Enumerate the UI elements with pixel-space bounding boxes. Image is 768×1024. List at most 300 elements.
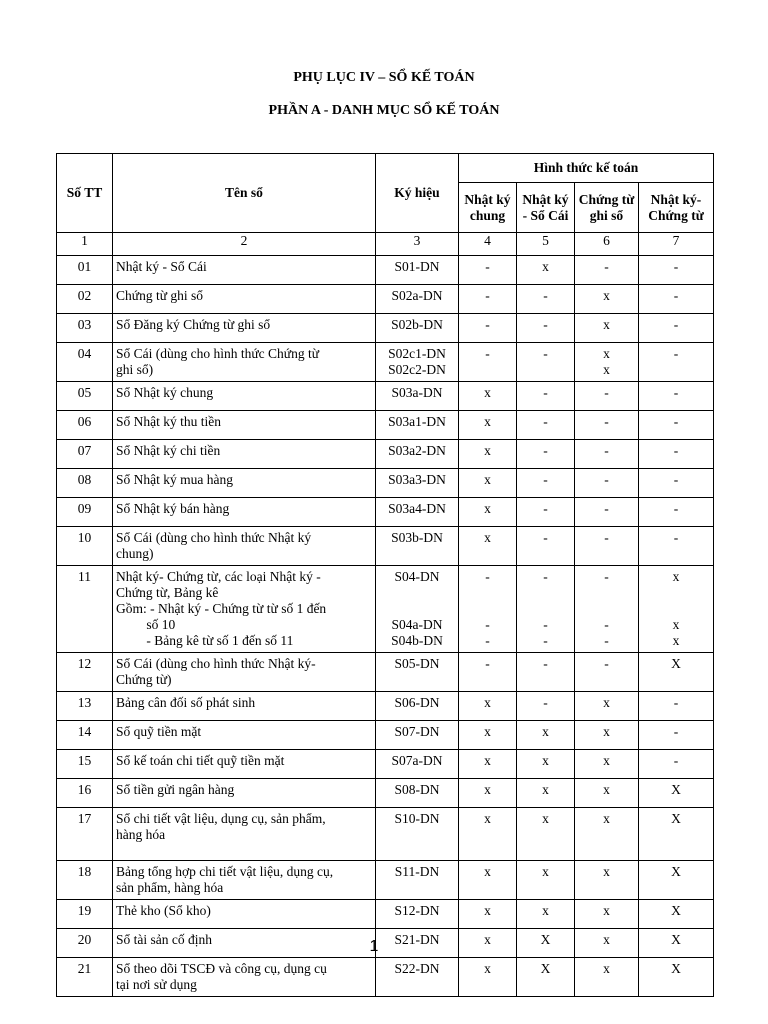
cell-line: x [484, 443, 491, 458]
cell-line: - [543, 569, 548, 584]
table-row [57, 692, 714, 721]
row-stt: 20 [57, 929, 113, 958]
cell-line: - [604, 569, 609, 584]
cell-line: x [603, 724, 610, 739]
cell-line: x [484, 753, 491, 768]
cell-line [578, 585, 635, 601]
row-code [376, 779, 459, 808]
row-code [376, 382, 459, 411]
cell-line: S06-DN [394, 695, 440, 710]
row-nhat-ky-chung [459, 900, 517, 929]
cell-line: S11-DN [394, 864, 440, 879]
ledger-table [56, 153, 714, 997]
row-chung-tu-ghi-so [575, 808, 639, 861]
row-nhat-ky-chung-tu [639, 900, 714, 929]
row-nhat-ky-chung [459, 469, 517, 498]
row-nhat-ky-chung-tu [639, 527, 714, 566]
row-name [113, 382, 376, 411]
row-name [113, 256, 376, 285]
row-stt: 16 [57, 779, 113, 808]
cell-line: S02a-DN [391, 288, 443, 303]
cell-line: x [484, 903, 491, 918]
row-nhat-ky-chung [459, 498, 517, 527]
cell-line: x [484, 385, 491, 400]
cell-line: x [484, 530, 491, 545]
row-nhat-ky-chung-tu [639, 343, 714, 382]
cell-line [462, 585, 513, 601]
row-nhat-ky-chung-tu [639, 566, 714, 653]
row-chung-tu-ghi-so [575, 469, 639, 498]
row-stt: 21 [57, 958, 113, 997]
table-row [57, 566, 714, 653]
cell-line: Chứng từ ghi sổ [116, 288, 204, 303]
cell-line: - [543, 617, 548, 632]
row-nhat-ky-chung-tu [639, 411, 714, 440]
row-nhat-ky-so-cai [517, 900, 575, 929]
header-nhat-ky-chung: Nhật ký chung [459, 183, 517, 233]
row-stt: 09 [57, 498, 113, 527]
cell-line: X [671, 811, 681, 826]
page-number: 1 [369, 938, 379, 955]
cell-line: S08-DN [394, 782, 440, 797]
row-name [113, 721, 376, 750]
row-nhat-ky-chung [459, 721, 517, 750]
cell-line: - [673, 501, 679, 516]
cell-line: S22-DN [394, 961, 440, 976]
cell-line: tại nơi sử dụng [116, 977, 197, 992]
row-chung-tu-ghi-so [575, 900, 639, 929]
row-stt: 12 [57, 653, 113, 692]
cell-line: Chứng từ) [116, 672, 172, 687]
row-nhat-ky-chung [459, 256, 517, 285]
row-stt: 07 [57, 440, 113, 469]
column-number: 4 [459, 233, 517, 256]
row-nhat-ky-chung-tu [639, 469, 714, 498]
cell-line: S04-DN [394, 569, 440, 584]
row-name [113, 958, 376, 997]
row-code [376, 343, 459, 382]
cell-line: x [484, 811, 491, 826]
row-stt: 08 [57, 469, 113, 498]
cell-line: S05-DN [394, 656, 440, 671]
cell-line: - [673, 288, 679, 303]
row-nhat-ky-chung [459, 958, 517, 997]
cell-line: - [604, 443, 609, 458]
row-name [113, 566, 376, 653]
row-chung-tu-ghi-so [575, 440, 639, 469]
row-name [113, 440, 376, 469]
row-nhat-ky-chung [459, 411, 517, 440]
row-stt: 02 [57, 285, 113, 314]
cell-line: S03a4-DN [388, 501, 446, 516]
row-stt: 19 [57, 900, 113, 929]
row-nhat-ky-chung [459, 692, 517, 721]
column-number: 3 [376, 233, 459, 256]
column-number: 5 [517, 233, 575, 256]
cell-line: Bảng cân đối số phát sinh [116, 695, 256, 710]
table-row [57, 411, 714, 440]
header-name: Tên sổ [113, 154, 376, 233]
row-nhat-ky-chung-tu [639, 440, 714, 469]
ledger-body [57, 256, 714, 997]
row-name [113, 498, 376, 527]
row-code [376, 256, 459, 285]
row-nhat-ky-chung-tu [639, 256, 714, 285]
cell-line: S07a-DN [391, 753, 443, 768]
row-code [376, 527, 459, 566]
cell-line: Sổ Đăng ký Chứng từ ghi sổ [116, 317, 271, 332]
row-stt: 03 [57, 314, 113, 343]
row-nhat-ky-so-cai [517, 343, 575, 382]
cell-line: S04a-DN [391, 617, 443, 632]
row-nhat-ky-chung-tu [639, 314, 714, 343]
cell-line: - [485, 569, 490, 584]
cell-line: x [542, 782, 549, 797]
row-nhat-ky-chung [459, 861, 517, 900]
row-nhat-ky-chung [459, 382, 517, 411]
cell-line: Sổ theo dõi TSCĐ và công cụ, dụng cụ [116, 961, 327, 976]
row-stt: 04 [57, 343, 113, 382]
column-number: 6 [575, 233, 639, 256]
cell-line: x [484, 472, 491, 487]
cell-line: Sổ Cái (dùng cho hình thức Chứng từ [116, 346, 320, 361]
table-row [57, 721, 714, 750]
column-number: 2 [113, 233, 376, 256]
cell-line: x [603, 695, 610, 710]
cell-line: x [603, 346, 610, 361]
cell-line [462, 601, 513, 617]
cell-line: Gồm: - Nhật ký - Chứng từ từ số 1 đến [116, 601, 327, 616]
row-code [376, 411, 459, 440]
cell-line: - [604, 530, 609, 545]
row-nhat-ky-chung [459, 750, 517, 779]
cell-line: Sổ Nhật ký chung [116, 385, 214, 400]
cell-line: S07-DN [394, 724, 440, 739]
row-nhat-ky-chung-tu [639, 861, 714, 900]
table-row [57, 808, 714, 861]
cell-line: x [603, 288, 610, 303]
cell-line: - [673, 695, 679, 710]
row-name [113, 285, 376, 314]
cell-line: Sổ Nhật ký chi tiền [116, 443, 221, 458]
row-stt: 01 [57, 256, 113, 285]
cell-line: x [542, 753, 549, 768]
cell-line: Bảng tổng hợp chi tiết vật liệu, dụng cụ, [116, 864, 334, 879]
row-name [113, 861, 376, 900]
header-stt: Số TT [57, 154, 113, 233]
cell-line [379, 601, 455, 617]
cell-line: Nhật ký- Chứng từ, các loại Nhật ký - [116, 569, 321, 584]
row-code [376, 285, 459, 314]
table-row [57, 343, 714, 382]
cell-line: - [604, 633, 609, 648]
row-stt: 06 [57, 411, 113, 440]
cell-line: - [543, 317, 548, 332]
row-stt: 10 [57, 527, 113, 566]
cell-line: x [542, 724, 549, 739]
cell-line: x [603, 811, 610, 826]
row-chung-tu-ghi-so [575, 721, 639, 750]
cell-line: x [603, 753, 610, 768]
row-nhat-ky-chung-tu [639, 779, 714, 808]
cell-line: - [543, 656, 548, 671]
cell-line: - [673, 385, 679, 400]
row-code [376, 808, 459, 861]
row-stt: 11 [57, 566, 113, 653]
cell-line: x [542, 903, 549, 918]
row-nhat-ky-so-cai [517, 808, 575, 861]
row-code [376, 721, 459, 750]
row-chung-tu-ghi-so [575, 285, 639, 314]
cell-line: X [540, 932, 551, 947]
cell-line: - [543, 633, 548, 648]
row-nhat-ky-so-cai [517, 314, 575, 343]
cell-line: S03a1-DN [388, 414, 446, 429]
row-nhat-ky-chung [459, 440, 517, 469]
cell-line: - [604, 472, 609, 487]
row-nhat-ky-chung-tu [639, 958, 714, 997]
cell-line: - [673, 443, 679, 458]
table-row [57, 653, 714, 692]
cell-line: - [485, 346, 490, 361]
row-stt: 13 [57, 692, 113, 721]
table-row [57, 779, 714, 808]
cell-line: - [485, 317, 490, 332]
row-code [376, 653, 459, 692]
row-nhat-ky-so-cai [517, 382, 575, 411]
row-chung-tu-ghi-so [575, 411, 639, 440]
cell-line: - [673, 753, 679, 768]
row-nhat-ky-so-cai [517, 469, 575, 498]
cell-line: ghi sổ) [116, 362, 154, 377]
cell-line: - [604, 259, 609, 274]
cell-line: x [603, 961, 610, 976]
row-stt: 05 [57, 382, 113, 411]
row-nhat-ky-so-cai [517, 861, 575, 900]
row-code [376, 692, 459, 721]
column-number: 7 [639, 233, 714, 256]
table-row [57, 469, 714, 498]
row-nhat-ky-so-cai [517, 411, 575, 440]
header-nhat-ky-chung-tu: Nhật ký-Chứng từ [639, 183, 714, 233]
cell-line: x [603, 903, 610, 918]
row-name [113, 750, 376, 779]
cell-line: S03b-DN [391, 530, 443, 545]
cell-line: - [543, 530, 548, 545]
row-code [376, 958, 459, 997]
page-subtitle: PHẦN A - DANH MỤC SỔ KẾ TOÁN [268, 103, 500, 118]
row-code [376, 498, 459, 527]
table-row [57, 527, 714, 566]
table-row [57, 900, 714, 929]
cell-line: - [543, 695, 548, 710]
cell-line: S10-DN [394, 811, 440, 826]
cell-line: x [484, 961, 491, 976]
row-name [113, 527, 376, 566]
header-accounting-forms: Hình thức kế toán [459, 154, 714, 183]
row-code [376, 469, 459, 498]
cell-line: X [671, 782, 681, 797]
cell-line: hàng hóa [116, 827, 166, 842]
row-name [113, 411, 376, 440]
cell-line: chung) [116, 546, 154, 561]
row-name [113, 779, 376, 808]
cell-line: S01-DN [394, 259, 440, 274]
cell-line: x [484, 414, 491, 429]
row-stt: 18 [57, 861, 113, 900]
cell-line: - [543, 346, 548, 361]
row-chung-tu-ghi-so [575, 958, 639, 997]
row-stt: 14 [57, 721, 113, 750]
row-nhat-ky-chung-tu [639, 750, 714, 779]
cell-line [520, 585, 571, 601]
row-nhat-ky-chung [459, 285, 517, 314]
cell-line: - [604, 385, 609, 400]
cell-line: - [485, 288, 490, 303]
cell-line: - [673, 259, 679, 274]
table-row [57, 440, 714, 469]
table-row [57, 256, 714, 285]
cell-line: - [673, 472, 679, 487]
cell-line: sản phẩm, hàng hóa [116, 880, 224, 895]
cell-line: X [671, 903, 681, 918]
cell-line: - [673, 530, 679, 545]
row-nhat-ky-chung [459, 653, 517, 692]
cell-line [578, 601, 635, 617]
column-number-row [57, 233, 714, 256]
row-nhat-ky-so-cai [517, 779, 575, 808]
cell-line: - [543, 414, 548, 429]
row-nhat-ky-chung [459, 343, 517, 382]
cell-line: X [671, 961, 681, 976]
cell-line: x [672, 569, 680, 584]
cell-line: - [604, 501, 609, 516]
cell-line: x [484, 695, 491, 710]
cell-line: - [543, 443, 548, 458]
cell-line: x [542, 864, 549, 879]
cell-line: X [540, 961, 551, 976]
cell-line: S02b-DN [391, 317, 443, 332]
cell-line: - [673, 724, 679, 739]
cell-line: x [603, 317, 610, 332]
row-nhat-ky-chung [459, 314, 517, 343]
cell-line: x [484, 932, 491, 947]
row-chung-tu-ghi-so [575, 861, 639, 900]
cell-line: S03a-DN [391, 385, 443, 400]
row-chung-tu-ghi-so [575, 498, 639, 527]
cell-line: - [485, 633, 490, 648]
row-code [376, 750, 459, 779]
row-name [113, 343, 376, 382]
row-code [376, 566, 459, 653]
cell-line: x [603, 782, 610, 797]
cell-line: - [604, 617, 609, 632]
cell-line [642, 601, 710, 617]
row-nhat-ky-chung [459, 808, 517, 861]
cell-line [379, 585, 455, 601]
row-code [376, 440, 459, 469]
cell-line: - Bảng kê từ số 1 đến số 11 [116, 633, 294, 648]
row-nhat-ky-chung-tu [639, 653, 714, 692]
table-row [57, 382, 714, 411]
table-row [57, 750, 714, 779]
cell-line: - [485, 617, 490, 632]
cell-line: x [603, 864, 610, 879]
cell-line: Sổ quỹ tiền mặt [116, 724, 202, 739]
row-name [113, 469, 376, 498]
row-nhat-ky-so-cai [517, 498, 575, 527]
row-nhat-ky-so-cai [517, 721, 575, 750]
cell-line: x [672, 633, 680, 648]
cell-line: S02c1-DN [388, 346, 446, 361]
cell-line: x [484, 501, 491, 516]
cell-line: x [484, 724, 491, 739]
header-nhat-ky-so-cai: Nhật ký - Sổ Cái [517, 183, 575, 233]
cell-line: Sổ Nhật ký bán hàng [116, 501, 230, 516]
cell-line: Sổ Nhật ký mua hàng [116, 472, 233, 487]
cell-line: Sổ Nhật ký thu tiền [116, 414, 221, 429]
cell-line: x [603, 932, 610, 947]
cell-line: x [542, 811, 549, 826]
cell-line: S04b-DN [391, 633, 443, 648]
cell-line: Sổ Cái (dùng cho hình thức Nhật ký [116, 530, 312, 545]
row-chung-tu-ghi-so [575, 566, 639, 653]
row-nhat-ky-chung-tu [639, 692, 714, 721]
row-nhat-ky-so-cai [517, 256, 575, 285]
cell-line: Chứng từ, Bảng kê [116, 585, 219, 600]
cell-line: - [485, 656, 490, 671]
row-nhat-ky-chung-tu [639, 285, 714, 314]
cell-line: x [542, 259, 549, 274]
table-row [57, 498, 714, 527]
column-number: 1 [57, 233, 113, 256]
row-chung-tu-ghi-so [575, 779, 639, 808]
row-code [376, 900, 459, 929]
cell-line: S03a3-DN [388, 472, 446, 487]
cell-line: Sổ chi tiết vật liệu, dụng cụ, sản phẩm, [116, 811, 326, 826]
row-nhat-ky-so-cai [517, 566, 575, 653]
row-name [113, 314, 376, 343]
row-nhat-ky-chung [459, 527, 517, 566]
cell-line: - [604, 414, 609, 429]
cell-line [642, 585, 710, 601]
row-chung-tu-ghi-so [575, 256, 639, 285]
cell-line: - [543, 385, 548, 400]
row-chung-tu-ghi-so [575, 343, 639, 382]
row-chung-tu-ghi-so [575, 314, 639, 343]
row-nhat-ky-so-cai [517, 958, 575, 997]
page-title: PHỤ LỤC IV – SỔ KẾ TOÁN [293, 70, 475, 85]
row-nhat-ky-chung-tu [639, 808, 714, 861]
cell-line: - [673, 346, 679, 361]
row-chung-tu-ghi-so [575, 527, 639, 566]
cell-line: - [673, 414, 679, 429]
cell-line: Sổ kế toán chi tiết quỹ tiền mặt [116, 753, 285, 768]
cell-line: x [672, 617, 680, 632]
table-row [57, 958, 714, 997]
cell-line: - [543, 472, 548, 487]
row-nhat-ky-so-cai [517, 285, 575, 314]
row-code [376, 314, 459, 343]
row-chung-tu-ghi-so [575, 750, 639, 779]
cell-line: - [543, 288, 548, 303]
cell-line: X [671, 864, 681, 879]
row-chung-tu-ghi-so [575, 382, 639, 411]
row-stt: 17 [57, 808, 113, 861]
cell-line: Sổ tài sản cố định [116, 932, 212, 947]
row-nhat-ky-so-cai [517, 653, 575, 692]
cell-line: x [484, 782, 491, 797]
